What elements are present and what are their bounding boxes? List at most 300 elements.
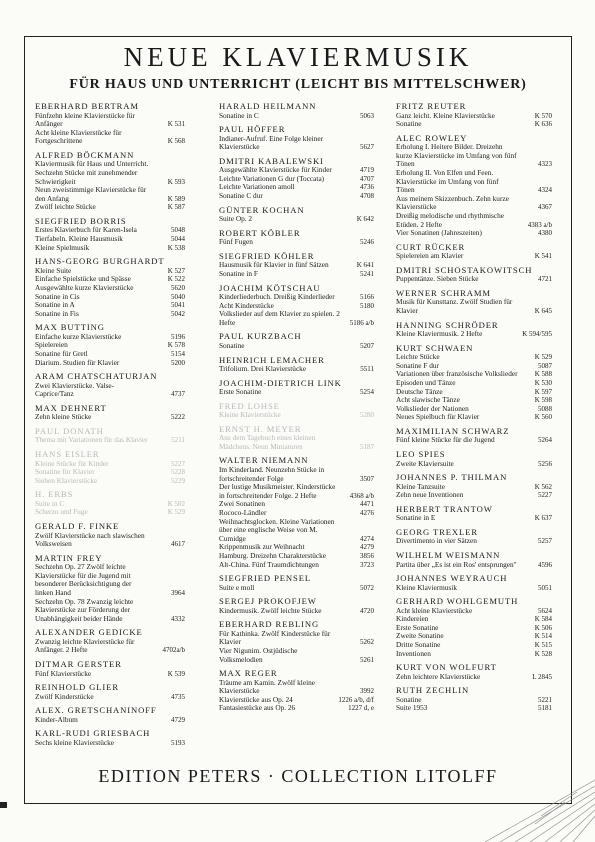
catalog-number: K 588 (534, 370, 552, 379)
composer-entry (219, 101, 374, 120)
work-title: Kindereien (396, 614, 429, 624)
catalog-number: 3992 (360, 687, 374, 696)
catalog-number: 5044 (171, 235, 185, 244)
composer-name: KURT SCHWAEN (396, 342, 474, 353)
work-title: Diarium. Studien für Klavier (35, 357, 120, 367)
catalog-number: 5196 (171, 332, 185, 341)
work-item (219, 466, 374, 483)
catalog-number: K 502 (167, 499, 185, 508)
work-item (396, 673, 552, 682)
catalog-number: 4380 (538, 229, 552, 238)
composer-name: ROBERT KÖBLER (219, 227, 301, 238)
composer-entry (219, 619, 374, 664)
work-item (396, 460, 552, 469)
work-title: Zweite Sonatine (396, 631, 444, 641)
catalog-number: K 528 (534, 649, 552, 658)
work-title: Kinder-Album (35, 714, 78, 724)
catalog-number: 4736 (360, 183, 374, 192)
work-title: Neues Spielbuch für Klavier (396, 412, 480, 422)
composer-name: WALTER NIEMANN (219, 455, 309, 466)
catalog-number: 5221 (538, 695, 552, 704)
composer-name: DMITRI KABALEWSKI (219, 155, 324, 166)
work-title: Suite in C (35, 498, 65, 508)
catalog-number: 5620 (171, 283, 185, 292)
work-title: Fünfzehn kleine Klavierstücke für Anfänger (35, 110, 135, 129)
work-item (35, 638, 185, 655)
composer-name: ALEX. GRETSCHANINOFF (35, 705, 157, 716)
work-item (219, 310, 374, 327)
composer-entry (219, 573, 374, 592)
catalog-number: 5088 (538, 404, 552, 413)
work-item (396, 514, 552, 523)
work-title: Sonatine in E (396, 513, 436, 523)
work-title: Kleine Spielmusik (35, 242, 90, 252)
composer-name: RUTH ZECHLIN (396, 685, 470, 696)
composer-name: GÜNTER KOCHAN (219, 204, 305, 215)
work-title: Musik für Kunsttanz. Zwölf Studien für Klavier (396, 297, 513, 315)
composer-name: GERALD F. FINKE (35, 521, 120, 531)
composer-entry (396, 101, 552, 129)
catalog-number: K 530 (534, 378, 552, 387)
work-title: Leichte Stücke (396, 352, 440, 362)
work-title: Sonatine (396, 119, 422, 129)
catalog-number: K 529 (167, 508, 185, 517)
work-title: Suite Op. 2 (219, 214, 253, 224)
work-title: Dreißig melodische und rhythmische Etüden. 2 Hefte (396, 210, 505, 229)
catalog-column-1 (35, 101, 185, 751)
catalog-number: 3723 (360, 560, 374, 569)
composer-name: WERNER SCHRAMM (396, 287, 491, 298)
catalog-number: 5227 (538, 491, 552, 500)
catalog-number: 4276 (360, 508, 374, 517)
work-item (35, 413, 185, 422)
work-title: Träume am Kamin. Zwölf kleine Klavierstücke (219, 677, 315, 696)
catalog-number: 5072 (360, 583, 374, 592)
composer-entry (219, 156, 374, 201)
catalog-number: 5200 (171, 358, 185, 367)
work-title: Spielereien am Klavier (396, 251, 464, 261)
catalog-number: 5264 (538, 436, 552, 445)
work-title: Kleine Suite (35, 265, 72, 275)
composer-entry (35, 403, 185, 422)
work-title: Für Kathinka. Zwölf Kinderstücke für Klavier (219, 628, 331, 647)
composer-name: PAUL DONATH (35, 425, 104, 436)
catalog-number: K 594/595 (522, 330, 552, 339)
work-item (219, 584, 374, 593)
work-item (396, 298, 552, 315)
catalog-number: K 538 (167, 243, 185, 252)
torn-corner-wear (445, 762, 595, 842)
work-title: Sonatine in Cis (35, 291, 80, 301)
catalog-number: 3964 (171, 588, 185, 597)
composer-entry (35, 449, 185, 485)
work-title: Partita über „Es ist ein Ros' entsprungen" (396, 559, 517, 569)
catalog-number: 4471 (360, 500, 374, 509)
work-item (219, 192, 374, 201)
composer-name: JOACHIM-DIETRICH LINK (219, 377, 342, 388)
catalog-number: 5257 (538, 537, 552, 546)
work-title: Sonatine in C (219, 110, 259, 120)
work-title: Kindermusik. Zwölf leichte Stücke (219, 605, 322, 615)
work-title: Fantasiestücke aus Op. 26 (219, 703, 296, 713)
work-item (219, 607, 374, 616)
work-title: Zwanzig leichte Klavierstücke für Anfänger. 2 Hefte (35, 636, 135, 655)
work-title: Thema mit Variationen für das Klavier (35, 435, 148, 445)
composer-name: H. ERBS (35, 489, 74, 500)
work-title: Scherzo und Fuge (35, 507, 88, 517)
composer-entry (35, 150, 185, 212)
composer-name: PAUL HÖFFER (219, 124, 286, 135)
catalog-number: 5627 (360, 143, 374, 152)
work-item (219, 135, 374, 152)
work-item (35, 203, 185, 212)
catalog-number: K 514 (534, 632, 552, 641)
work-item (396, 212, 552, 229)
composer-name: WILHELM WEISMANN (396, 550, 501, 560)
work-item (219, 704, 374, 713)
work-title: Rococo-Ländler (219, 507, 267, 517)
catalog-number: 5256 (538, 459, 552, 468)
composer-entry (35, 728, 185, 747)
catalog-number: L 2845 (532, 672, 552, 681)
catalog-number: 5207 (360, 341, 374, 350)
work-title: Episoden und Tänze (396, 377, 456, 387)
work-item (35, 670, 185, 679)
work-item (219, 365, 374, 374)
work-item (396, 229, 552, 238)
work-title: Erste Sonatine (219, 387, 262, 397)
work-title: Fünf Fugen (219, 237, 253, 247)
work-title: Erholung I. Heitere Bilder. Dreizehn kurze Klavierstücke im Umfang von fünf Tönen (396, 142, 517, 169)
composer-name: FRED LOHSE (219, 400, 280, 411)
work-item (35, 532, 185, 549)
page-subtitle: FÜR HAUS UND UNTERRICHT (LEICHT BIS MITTELSCHWER) (69, 77, 527, 92)
work-title: Zwölf Kinderstücke (35, 691, 94, 701)
work-title: Erholung II. Von Elfen und Feen. Klavierstücke im Umfang von fünf Tönen (396, 167, 499, 195)
work-item (396, 561, 552, 570)
work-title: Zwei Sonatinen (219, 499, 266, 509)
work-title: Sonatine C dur (219, 191, 263, 201)
work-title: Sechzehn Op. 27 Zwölf leichte Klavierstücke für die Jugend mit besonderer Berücksichtigung der linken Hand (35, 562, 132, 597)
composer-name: GEORG TREXLER (396, 526, 478, 537)
work-title: Kleine Tanzsuite (396, 481, 445, 491)
work-title: Im Kinderland. Neunzehn Stücke in fortschreitender Folge (219, 464, 325, 483)
work-item (35, 112, 185, 129)
work-item (396, 491, 552, 500)
composer-entry (396, 573, 552, 592)
work-title: Vier Sonatinen (Jahreszeiten) (396, 228, 482, 238)
catalog-number: 5180 (360, 301, 374, 310)
catalog-number: K 531 (167, 120, 185, 129)
catalog-number: 4368 a/b (349, 491, 374, 500)
composer-entry (35, 216, 185, 252)
catalog-number: 5280 (360, 411, 374, 420)
work-item (396, 143, 552, 169)
work-title: Trifolium. Drei Klavierstücke (219, 364, 307, 373)
work-title: Volkslieder auf dem Klavier zu spielen. 2 Hefte (219, 309, 340, 327)
composer-name: DITMAR GERSTER (35, 659, 122, 670)
catalog-number: 4617 (171, 540, 185, 549)
work-title: Sonatine (396, 694, 422, 704)
composer-entry (396, 596, 552, 658)
composer-name: JOACHIM KÖTSCHAU (219, 282, 321, 293)
composer-name: MARTIN FREY (35, 552, 103, 563)
composer-name: SIEGFRIED BORRIS (35, 215, 127, 226)
composer-name: LEO SPIES (396, 449, 446, 460)
catalog-number: 4720 (360, 606, 374, 615)
work-item (219, 270, 374, 279)
catalog-number: 5063 (360, 111, 374, 120)
catalog-number: K 539 (167, 669, 185, 678)
composer-entry (396, 242, 552, 261)
catalog-number: 4324 (538, 186, 552, 195)
catalog-number: 4729 (171, 715, 185, 724)
work-title: Acht slawische Tänze (396, 395, 460, 405)
composer-entry (35, 322, 185, 367)
composer-name: PAUL KURZBACH (219, 331, 302, 342)
composer-entry (35, 371, 185, 399)
work-item (219, 483, 374, 500)
catalog-number: 4735 (171, 692, 185, 701)
composer-entry (396, 265, 552, 284)
work-item (396, 413, 552, 422)
catalog-number: 4596 (538, 560, 552, 569)
composer-name: HANNING SCHRÖDER (396, 319, 499, 330)
work-title: Alt-China. Fünf Traumdichtungen (219, 559, 319, 569)
composer-entry (219, 228, 374, 247)
work-title: Zwölf leichte Stücke (35, 202, 96, 212)
catalog-number: K 645 (534, 307, 552, 315)
composer-name: ARAM CHATSCHATURJAN (35, 371, 158, 382)
catalog-column-3 (396, 101, 552, 717)
catalog-number: 4383 a/b (527, 220, 552, 229)
catalog-number: K 637 (534, 514, 552, 523)
composer-entry (219, 668, 374, 713)
work-item (35, 739, 185, 748)
composer-name: GERHARD WOHLGEMUTH (396, 596, 519, 607)
work-title: Puppentänze. Sieben Stücke (396, 274, 479, 284)
composer-name: JOHANNES P. THILMAN (396, 472, 508, 483)
work-item (396, 252, 552, 261)
work-title: Acht kleine Klavierstücke (396, 605, 473, 615)
work-item (219, 630, 374, 647)
work-item (35, 129, 185, 146)
work-title: Zwei Klavierstücke. Valse-Caprice/Tanz (35, 380, 115, 399)
work-title: Kleine Klaviermusik (396, 582, 457, 592)
work-title: Volkslieder der Nationen (396, 403, 469, 413)
catalog-number: K 593 (167, 177, 185, 186)
composer-entry (219, 424, 374, 452)
work-title: Hamburg. Dreizehn Charakterstücke (219, 550, 327, 560)
work-item (396, 169, 552, 195)
composer-entry (35, 659, 185, 678)
work-title: Dritte Sonatine (396, 640, 441, 650)
catalog-number: K 578 (167, 341, 185, 350)
composer-entry (396, 426, 552, 445)
composer-name: ALEXANDER GEDICKE (35, 627, 143, 638)
work-title: Einfache Spielstücke und Spässe (35, 274, 131, 284)
composer-entry (35, 489, 185, 517)
work-title: Einfache kurze Klavierstücke (35, 331, 122, 341)
composer-entry (35, 705, 185, 724)
composer-entry (219, 455, 374, 569)
catalog-number: K 506 (534, 623, 552, 632)
composer-name: ALEC ROWLEY (396, 132, 468, 143)
catalog-number: 5041 (171, 301, 185, 310)
work-title: Sonatine in F (219, 268, 258, 278)
composer-name: KURT VON WOLFURT (396, 662, 497, 673)
catalog-number: 5227 (171, 459, 185, 468)
work-item (35, 508, 185, 517)
work-item (219, 215, 374, 224)
composer-name: HEINRICH LEMACHER (219, 354, 325, 365)
composer-name: MAX BUTTING (35, 322, 105, 333)
work-title: Suite 1953 (396, 703, 428, 713)
work-title: Ausgewählte kurze Klavierstücke (35, 282, 134, 292)
catalog-number: 5246 (360, 238, 374, 247)
composer-entry (396, 472, 552, 500)
composer-name: HERBERT TRANTOW (396, 503, 493, 514)
catalog-number: 4332 (171, 614, 185, 623)
catalog-number: 5048 (171, 226, 185, 235)
composer-entry (219, 251, 374, 279)
work-title: Spielereien (35, 340, 68, 350)
composer-name: HANS EISLER (35, 449, 100, 460)
catalog-number: 5154 (171, 349, 185, 358)
composer-entry (396, 550, 552, 569)
work-title: Tierfabeln. Kleine Hausmusik (35, 234, 123, 244)
composer-entry (219, 124, 374, 152)
catalog-number: 5193 (171, 738, 185, 747)
work-item (35, 244, 185, 253)
catalog-number: 4707 (360, 174, 374, 183)
composer-name: ALFRED BÖCKMANN (35, 149, 135, 160)
catalog-number: K 642 (356, 215, 374, 224)
composer-name: REINHOLD GLIER (35, 682, 119, 693)
catalog-number: K 584 (534, 615, 552, 624)
work-title: Zwölf Klavierstücke nach slawischen Volksweisen (35, 530, 145, 549)
work-title: Zehn leichtere Klavierstücke (396, 671, 481, 681)
work-item (35, 382, 185, 399)
catalog-number: K 587 (167, 203, 185, 212)
catalog-number: K 522 (167, 275, 185, 284)
work-title: Kinderliederbuch. Dreißig Kinderlieder (219, 292, 335, 302)
catalog-number: 4702a/b (162, 646, 185, 655)
composer-name: HARALD HEILMANN (219, 101, 317, 111)
work-title: Neun zweistimmige Klavierstücke für den Anfang (35, 185, 147, 203)
work-title: Sonatine F dur (396, 360, 439, 370)
work-item (396, 584, 552, 593)
work-title: Sieben Klavierstücke (35, 475, 98, 485)
work-item (35, 359, 185, 368)
work-title: Zehn neue Inventionen (396, 490, 464, 500)
catalog-number: K 529 (534, 353, 552, 362)
catalog-number: 5222 (171, 413, 185, 422)
composer-entry (396, 449, 552, 468)
composer-name: SIEGFRIED PENSEL (219, 573, 311, 584)
work-title: Kleine Klaviermusik. 2 Hefte (396, 329, 483, 339)
composer-name: KARL-RUDI GRIESBACH (35, 728, 151, 739)
catalog-column-2 (219, 101, 374, 717)
work-title: Zweite Klaviersuite (396, 458, 454, 468)
work-item (35, 310, 185, 319)
composer-name: MAX DEHNERT (35, 402, 107, 413)
catalog-number: 5511 (360, 365, 374, 373)
catalog-number: K 641 (356, 261, 374, 270)
work-title: Aus dem Tagebuch eines kleinen Mädchens. Neun Miniaturen (219, 433, 316, 451)
work-title: Acht Kinderstücke (219, 300, 274, 310)
work-item (396, 275, 552, 284)
work-title: Suite e moll (219, 582, 255, 592)
catalog-number: K 515 (534, 641, 552, 650)
page-edge-mark (0, 800, 10, 810)
work-title: Kleine Klavierstücke (219, 410, 281, 420)
catalog-number: 4708 (360, 192, 374, 201)
work-title: Zehn kleine Stücke (35, 412, 92, 422)
composer-entry (396, 343, 552, 422)
catalog-number: K 570 (534, 111, 552, 120)
work-item (35, 693, 185, 702)
composer-entry (396, 320, 552, 339)
work-title: Leichte Variationen G dur (Toccata) (219, 173, 325, 183)
work-item (396, 650, 552, 659)
catalog-number: K 597 (534, 387, 552, 396)
composer-name: ERNST H. MEYER (219, 423, 302, 434)
composer-name: SERGEJ PROKOFJEW (219, 596, 317, 607)
work-title: Sonatine in Fis (35, 308, 79, 318)
composer-entry (35, 426, 185, 445)
work-item (396, 120, 552, 129)
work-title: Leichte Variationen amoll (219, 182, 295, 192)
composer-entry (35, 553, 185, 624)
work-title: Erste Sonatine (396, 622, 439, 632)
catalog-number: 4274 (360, 534, 374, 543)
work-item (219, 561, 374, 570)
catalog-number: 5181 (538, 704, 552, 713)
work-item (219, 518, 374, 544)
composer-entry (396, 662, 552, 681)
composer-entry (219, 596, 374, 615)
publisher-line: EDITION PETERS · COLLECTION LITOLFF (98, 766, 498, 786)
composer-name: FRITZ REUTER (396, 101, 467, 111)
catalog-number: 4323 (538, 160, 552, 169)
catalog-number: 5228 (171, 468, 185, 477)
composer-name: EBERHARD BERTRAM (35, 101, 139, 111)
composer-name: DMITRI SCHOSTAKOWITSCH (396, 264, 533, 275)
catalog-number: 5051 (538, 583, 552, 592)
catalog-number: 4719 (360, 166, 374, 175)
work-title: Aus meinem Skizzenbuch. Zehn kurze Klavierstücke (396, 193, 509, 212)
work-item (396, 436, 552, 445)
work-title: Der lustige Musikmeister. Kinderstücke in fortschreitender Folge. 2 Hefte (219, 482, 336, 500)
composer-name: EBERHARD REBLING (219, 619, 320, 630)
work-title: Inventionen (396, 648, 431, 658)
work-item (219, 388, 374, 397)
catalog-number: K 562 (534, 482, 552, 491)
catalog-number: 5087 (538, 361, 552, 370)
catalog-number: 1226 a/b, d/f (338, 695, 374, 704)
catalog-number: 5262 (360, 638, 374, 647)
catalog-number: K 568 (167, 137, 185, 146)
composer-entry (396, 288, 552, 316)
work-item (219, 411, 374, 420)
work-title: Indianer-Aufruf. Eine Folge kleiner Klavierstücke (219, 133, 323, 152)
catalog-number: 4279 (360, 543, 374, 552)
work-title: Sonatine für Klavier (35, 467, 95, 477)
catalog-number: 5166 (360, 293, 374, 302)
catalog-number: 5186 a/b (349, 318, 374, 327)
work-item (219, 238, 374, 247)
